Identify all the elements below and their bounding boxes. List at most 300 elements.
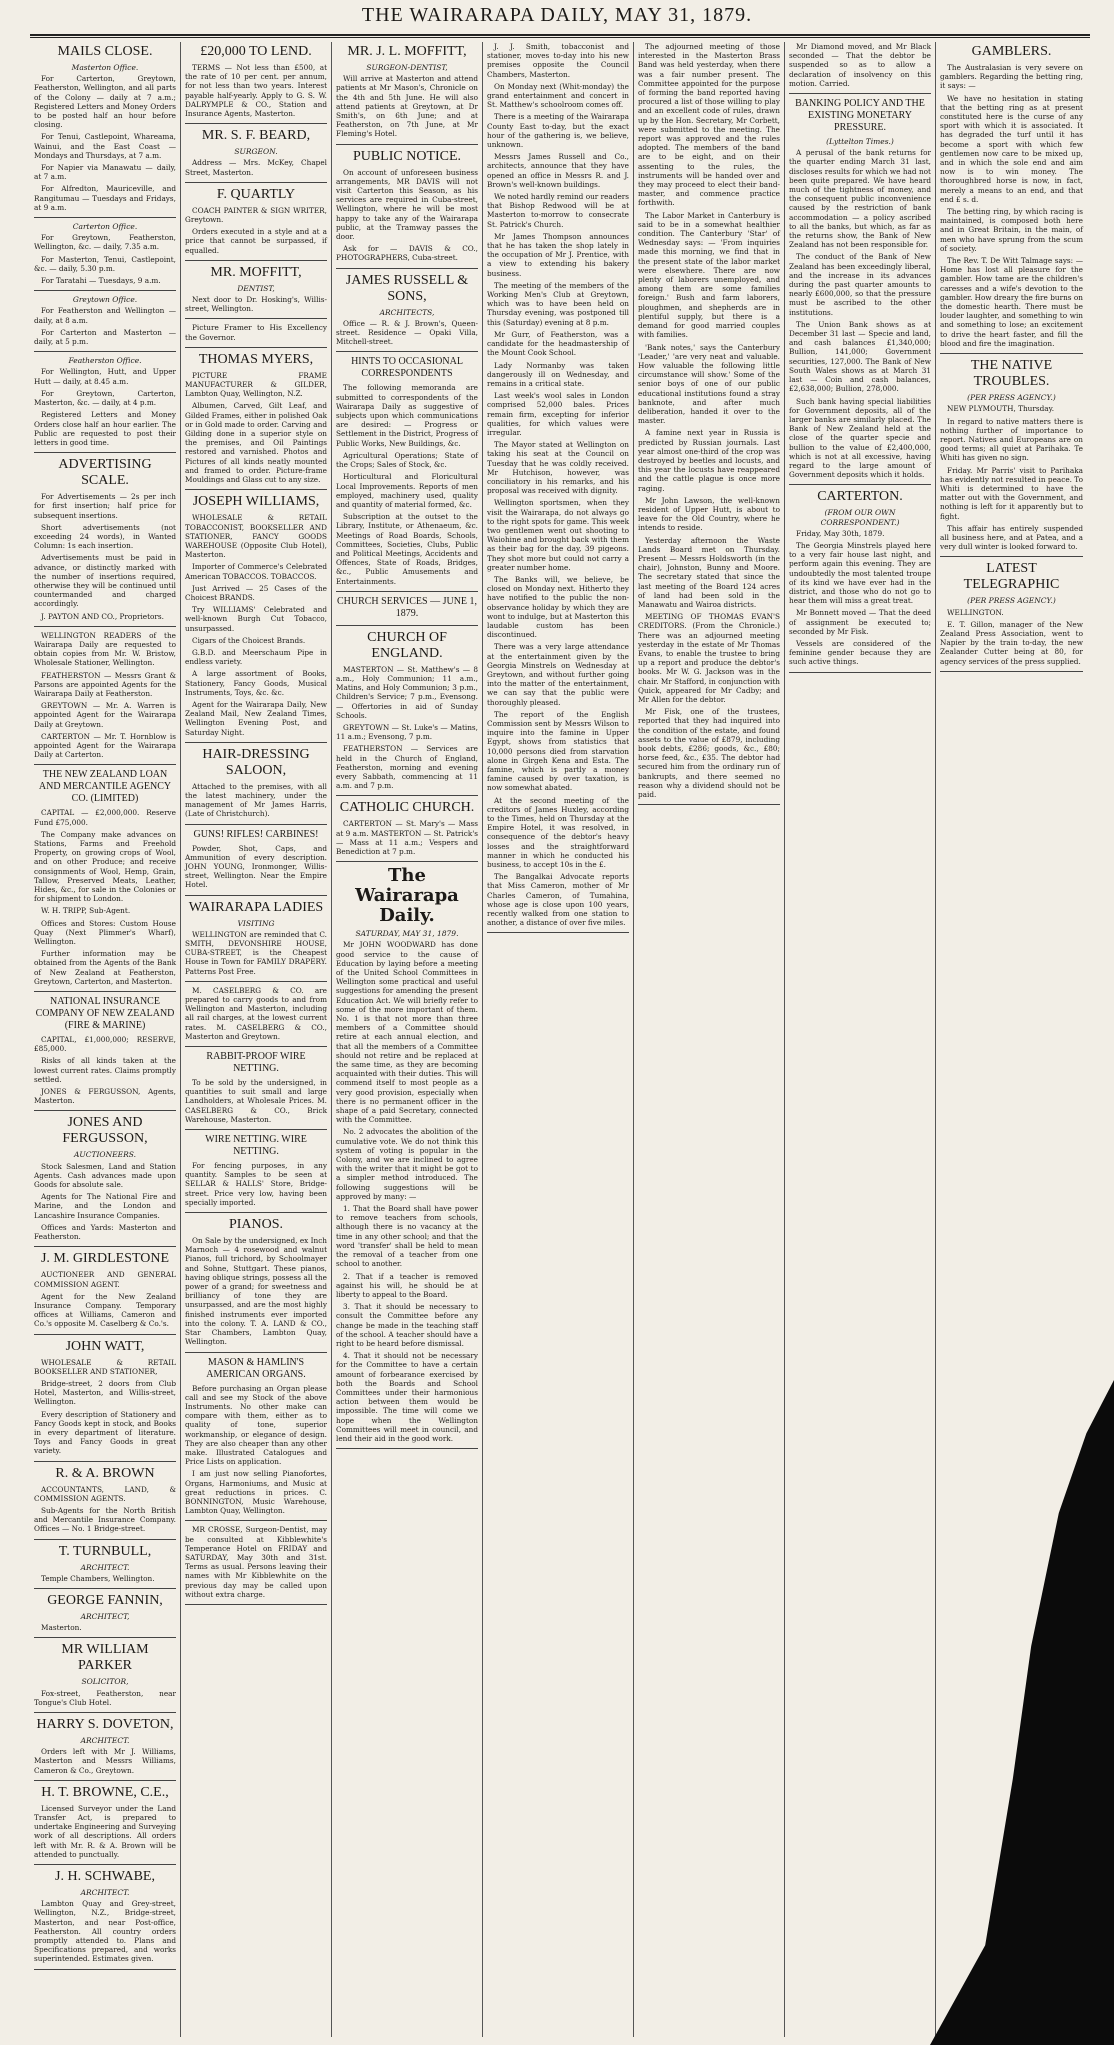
article-subheading: (PER PRESS AGENCY.) (967, 393, 1056, 403)
separator-rule (34, 1864, 176, 1865)
article-paragraph: M. CASELBERG & CO. are prepared to carry goods to and from Wellington and Masterton, including all rail charges, at the lowest current rates. M. CASELBERG & CO., Masterton and Greytown. (185, 985, 327, 1041)
article-paragraph: JONES & FERGUSSON, Agents, Masterton. (34, 1087, 176, 1106)
separator-rule (336, 268, 478, 269)
article-block (34, 1466, 176, 1534)
article-subheading: SATURDAY, MAY 31, 1879. (355, 929, 459, 939)
separator-rule (34, 1110, 176, 1111)
article-paragraph: For Carterton and Masterton — daily, at 5 p.m. (34, 327, 176, 347)
article-heading: MR. MOFFITT, (210, 264, 302, 280)
separator-rule (185, 489, 327, 490)
article-heading: THE NEW ZEALAND LOAN AND MERCANTILE AGENCY CO. (LIMITED) (38, 769, 172, 805)
article-paragraph: CARTERTON — Mr. T. Hornblow is appointed Agent for the Wairarapa Daily at Carterton. (34, 731, 176, 760)
article-block (34, 1785, 176, 1859)
article-heading: HINTS TO OCCASIONAL CORRESPONDENTS (351, 356, 463, 380)
article-heading: R. & A. BROWN (55, 1465, 155, 1481)
article-paragraph: Importer of Commerce's Celebrated American TOBACCOS. TOBACCOS. (185, 562, 327, 581)
article-paragraph: Mr Diamond moved, and Mr Black seconded — That the debtor be suspended so as to allow a declaration of insolvency on this motion. Carried. (789, 42, 931, 88)
article-heading: PUBLIC NOTICE. (352, 148, 462, 164)
article-subheading: (Lyttelton Times.) (826, 137, 894, 147)
separator-rule (34, 290, 176, 291)
article-paragraph: COACH PAINTER & SIGN WRITER, Greytown. (185, 205, 327, 225)
article-paragraph: The Mayor stated at Wellington on taking his seat at the Council on Tuesday that he was coldly received. Mr Hutchison, however, was conciliatory in his remarks, and his proposal was received with dignity. (487, 440, 629, 496)
article-paragraph: NEW PLYMOUTH, Thursday. (947, 404, 1055, 414)
article-heading: THE NATIVE TROUBLES. (970, 358, 1053, 390)
article-paragraph: E. T. Gillon, manager of the New Zealand Press Association, went to Napier by the train to-day, the new Zealander Cutter being at 80, for agency services of the press supplied. (940, 619, 1083, 666)
article-paragraph: Lady Normanby was taken dangerously ill on Wednesday, and remains in a critical state. (487, 360, 629, 388)
article-heading: ADVERTISING SCALE. (58, 457, 152, 489)
article-paragraph: In regard to native matters there is nothing further of importance to report. Natives and Europeans are on good terms; all quiet at Parihaka. Te Whiti has given no sign. (940, 416, 1083, 463)
article-paragraph: Yesterday afternoon the Waste Lands Board met on Thursday. Present — Messrs Holdsworth (in the chair), Johnston, Bunny and Moore. The secretary stated that since the last meeting of the Board 124 acres of land had been sold in the Manawatu and Wairoa districts. (638, 535, 780, 609)
separator-rule (336, 861, 478, 862)
article-subheading: DENTIST, (237, 283, 275, 293)
article-paragraph: The Australasian is very severe on gamblers. Regarding the betting ring, it says: — (940, 63, 1083, 91)
article-heading: WIRE NETTING. WIRE NETTING. (205, 1134, 307, 1158)
separator-rule (34, 1588, 176, 1589)
article-paragraph: Ask for — DAVIS & CO., PHOTOGRAPHERS, Cuba-street. (336, 244, 478, 263)
article-paragraph: J. PAYTON AND CO., Proprietors. (41, 611, 164, 621)
article-paragraph: Albumen, Carved, Gilt Leaf, and Gilded Frames, either in polished Oak or in Gold made to order. Carving and Gilding done in a superior style on the premises, and Oil Paintings restored and varnished. Photos and Pictures of all kinds neatly mounted and framed to order. Picture-frame Mouldings and Glass cut to any size. (185, 401, 327, 485)
article-paragraph: FEATHERSTON — Messrs Grant & Parsons are appointed Agents for the Wairarapa Daily at Featherston. (34, 670, 176, 698)
separator-rule (940, 671, 1083, 672)
article-paragraph: Registered Letters and Money Orders close half an hour earlier. The Public are requested to post their letters in good time. (34, 410, 176, 447)
separator-rule (34, 764, 176, 765)
article-paragraph: Will arrive at Masterton and attend patients at Mr Mason's, Chronicle on the 4th and 5th June. He will also attend patients at Greytown, at Dr Smith's, on 6th June; and at Featherston, on 7th June, at Mr Fleming's Hotel. (336, 74, 478, 139)
article-paragraph: 'Bank notes,' says the Canterbury 'Leader,' 'are very neat and valuable. How valuable the following little circumstance will show.' Some of the senior boys of one of our public educational institutions found a stray banknote, and after much deliberation, handed it over to the master. (638, 342, 780, 426)
article-paragraph: Next door to Dr. Hosking's, Willis-street, Wellington. (185, 295, 327, 314)
article-paragraph: Every description of Stationery and Fancy Goods kept in stock, and Books in every department of literature. Toys and Fancy Goods in great variety. (34, 1409, 176, 1456)
article-paragraph: Such bank having special liabilities for Government deposits, all of the larger banks are similarly placed. The Bank of New Zealand held at the close of the quarter specie and bullion to the value of £2,400,000, which is not at all excessive, having regard to the large amount of Government deposits which it holds. (789, 396, 931, 480)
article-block (34, 1869, 176, 1964)
article-paragraph: For Carterton, Greytown, Featherston, Wellington, and all parts of the Colony — daily at 7 a.m.; Registered Letters and Money Orders to be posted half an hour before closing. (34, 74, 176, 130)
separator-rule (34, 1461, 176, 1462)
article-paragraph: Mr Gurr, of Featherston, was a candidate for the headmastership of the Mount Cook School. (487, 329, 629, 358)
separator-rule (185, 1520, 327, 1521)
article-paragraph: Masterton. (41, 1623, 82, 1633)
article-paragraph: Agents for The National Fire and Marine, and the London and Lancashire Insurance Companies. (34, 1192, 176, 1220)
article-paragraph: WELLINGTON READERS of the Wairarapa Daily are requested to obtain copies from Mr. W. Bristow, Wholesale Stationer, Wellington. (34, 630, 176, 668)
article-paragraph: Just Arrived — 25 Cases of the Choicest BRANDS. (185, 583, 327, 602)
separator-rule (185, 742, 327, 743)
article-paragraph: Subscription at the outset to the Library, Institute, or Athenaeum, &c. Meetings of Road Boards, Schools, Committees, Societies, Clubs, Public and Political Meetings, Accidents and Offences, State of Roads, Bridges, &c., Public Amusements and Entertainments. (336, 512, 478, 586)
article-heading: £20,000 TO LEND. (200, 44, 312, 59)
article-block (336, 149, 478, 263)
separator-rule (638, 804, 780, 805)
separator-rule (487, 932, 629, 933)
article-paragraph: 4. That it should not be necessary for the Committee to have a certain amount of forbearance exercised by both the Boards and School Committees under their harmonious action between them would be impossible. The time will come we hope when the Wellington Committees will meet in council, and lend their aid in the good work. (336, 1351, 478, 1443)
article-paragraph: For Masterton, Tenui, Castlepoint, &c. — daily, 5.30 p.m. (34, 254, 176, 273)
article-paragraph: For Advertisements — 2s per inch for first insertion; half price for subsequent insertions. (34, 492, 176, 520)
article-block (34, 1544, 176, 1583)
article-paragraph: Agricultural Operations; State of the Crops; Sales of Stock, &c. (336, 450, 478, 470)
article-paragraph: The Rev. T. De Witt Talmage says: — Home has lost all pleasure for the gambler. How tame are the children's caresses and a wife's devotion to the gambler. How dreary the fire burns on the domestic hearth. There must be louder laughter, and something to win and something to lose; an excitement to drive the heart faster, and fill the blood and fire the imagination. (940, 256, 1083, 348)
separator-rule (185, 981, 327, 982)
article-paragraph: Lambton Quay and Grey-street, Wellington, N.Z., Bridge-street, Masterton, and near Post-office, Featherston. All country orders promptly attended to. Plans and Specifications prepared, and works superintended. Estimates given. (34, 1899, 176, 1964)
article-subheading: ARCHITECT. (80, 1735, 130, 1745)
separator-rule (34, 1637, 176, 1638)
article-paragraph: The conduct of the Bank of New Zealand has been exceedingly liberal, and the increase in its advances during the past quarter amounts to nearly £600,000, so that the pressure must be ascribed to the other institutions. (789, 252, 931, 317)
article-paragraph: Orders executed in a style and at a price that cannot be surpassed, if equalled. (185, 227, 327, 255)
article-block (185, 128, 327, 177)
article-subheading: SURGEON. (234, 147, 278, 157)
article-heading: MASON & HAMLIN'S AMERICAN ORGANS. (206, 1356, 306, 1380)
masthead: THE WAIRARAPA DAILY, MAY 31, 1879. (361, 4, 753, 26)
separator-rule (336, 625, 478, 626)
separator-rule (185, 1212, 327, 1213)
article-heading: BANKING POLICY AND THE EXISTING MONETARY PRESSURE. (795, 98, 925, 134)
article-paragraph: The Bangalkai Advocate reports that Miss Cameron, mother of Mr Charles Cameron, of Tumahina, whose age is close upon 100 years, recently walked from one station to another, a distance of over five miles. (487, 872, 629, 928)
article-paragraph: For Tenui, Castlepoint, Whareama, Wainui, and the East Coast — Mondays and Thursdays, at 7 a.m. (34, 132, 176, 160)
article-block (185, 829, 327, 890)
article-paragraph: J. J. Smith, tobacconist and stationer, moves to-day into his new premises opposite the Council Chambers, Masterton. (487, 42, 629, 79)
article-paragraph: Offices and Stores: Custom House Quay (Next Plimmer's Wharf), Wellington. (34, 918, 176, 947)
article-paragraph: Short advertisements (not exceeding 24 words), in Wanted Column: 1s each insertion. (34, 522, 176, 551)
article-paragraph: For fencing purposes, in any quantity. Samples to be seen at SELLAR & HALLS' Store, Bridge-street. Price very low, having been specially imported. (185, 1161, 327, 1207)
article-heading: THOMAS MYERS, (198, 351, 314, 367)
article-block (185, 265, 327, 314)
article-paragraph: Vessels are considered of the feminine gender because they are such active things. (789, 638, 931, 667)
article-block (185, 900, 327, 976)
article-paragraph: For Wellington, Hutt, and Upper Hutt — daily, at 8.45 a.m. (34, 367, 176, 386)
article-heading: CATHOLIC CHURCH. (339, 800, 475, 816)
article-paragraph: FEATHERSTON — Services are held in the Church of England, Featherston, morning and evening every Sabbath, commencing at 11 a.m. and 7 p.m. (336, 744, 478, 791)
article-block (940, 44, 1083, 348)
article-block (34, 457, 176, 621)
article-block (34, 356, 176, 447)
separator-rule (336, 1448, 478, 1449)
article-heading: LATEST TELEGRAPHIC (963, 561, 1060, 593)
separator-rule (34, 1969, 176, 1970)
article-block (185, 986, 327, 1041)
article-heading: The Wairarapa Daily. (355, 865, 459, 927)
article-paragraph: Wellington sportsmen, when they visit the Wairarapa, do not always go to the right spots for game. This week two gentlemen went out shooting to Waiohine and brought back with them as their bag for the day, 39 pigeons. They shot more but could not carry a greater number home. (487, 498, 629, 572)
article-subheading: ARCHITECT. (80, 1888, 130, 1898)
article-paragraph: The adjourned meeting of those interested in the Masterton Brass Band was held yesterday, when there was a fair number present. The Committee appointed for the purpose of forming the band reported having procured a list of those willing to play and an excellent code of rules, drawn up by the Hon. Secretary, Mr Corbett, were submitted to the meeting. The report was approved and the rules adopted. The members of the band are to be eight, and on their assenting to the rules, the instruments will be handed over and they may proceed to elect their band-master, and commence practice forthwith. (638, 42, 780, 208)
article-heading: CHURCH OF ENGLAND. (367, 629, 447, 661)
article-paragraph: TERMS — Not less than £500, at the rate of 10 per cent. per annum, for not less than two years. Interest payable half-yearly. Apply to G. S. W. DALRYMPLE & CO., Station and Insurance Agents, Masterton. (185, 63, 327, 119)
article-block (185, 494, 327, 736)
article-heading: JOSEPH WILLIAMS, (192, 494, 320, 510)
article-paragraph: Further information may be obtained from the Agents of the Bank of New Zealand at Featherston, Greytown, Carterton, and Masterton. (34, 949, 176, 986)
article-paragraph: Advertisements must be paid in advance, or distinctly marked with the number of insertions required, otherwise they will be continued until countermanded and charged accordingly. (34, 553, 176, 609)
article-paragraph: The Banks will, we believe, be closed on Monday next. Hitherto they have notified to the public the non-observance holiday by which they are wont to indulge, but at Masterton this laudable custom has been discontinued. (487, 574, 629, 640)
article-paragraph: W. H. TRIPP, Sub-Agent. (41, 906, 131, 916)
article-paragraph: There was a very large attendance at the entertainment given by the Georgia Minstrels on Wednesday at Greytown, and without further going into the matter of the entertainment, we can say that the public were thoroughly pleased. (487, 642, 629, 707)
article-block (336, 596, 478, 620)
separator-rule (336, 144, 478, 145)
article-paragraph: The Company make advances on Stations, Farms and Freehold Property, on growing crops of Wool, and on other Produce; and receive consignments of Wool, Hemp, Grain, Tallow, Preserved Meats, Leather, Hides, &c., for sale in the Colonies or for shipment to London. (34, 829, 176, 904)
article-paragraph: To be sold by the undersigned, in quantities to suit small and large Landholders, at Wholesale Prices. M. CASELBERG & CO., Brick Warehouse, Masterton. (185, 1078, 327, 1124)
article-heading: HARRY S. DOVETON, (36, 1716, 174, 1732)
article-heading: HAIR-DRESSING SALOON, (202, 746, 310, 778)
article-block (336, 866, 478, 1443)
article-paragraph: Powder, Shot, Caps, and Ammunition of every description. JOHN YOUNG, Ironmonger, Willis-street, Wellington. Near the Empire Hotel. (185, 843, 327, 890)
article-block (185, 1525, 327, 1599)
article-block (34, 295, 176, 346)
separator-rule (34, 626, 176, 627)
article-paragraph: Sub-Agents for the North British and Mercantile Insurance Company. Offices — No. 1 Bridge-street. (34, 1505, 176, 1534)
article-paragraph: Horticultural and Floricultural Local Improvements. Reports of men employed, machinery used, quality and quantity of material formed, &c. (336, 472, 478, 509)
article-paragraph: Mr JOHN WOODWARD has done good service to the cause of Education by laying before a meeting of the United School Committees in Wellington some practical and useful suggestions for amending the present Education Act. We will briefly refer to some of the more important of them. No. 1 is that not more than three members of a Committee should retire at each annual election, and that all the members of a Committee should not retire and be replaced at the same time, as they are becoming acquainted with their duties. This will commend itself to most people as a very good provision, especially when there is no permanent officer in the shape of a paid Secretary, connected with the Committee. (336, 940, 478, 1125)
article-paragraph: WELLINGTON. (947, 607, 1004, 617)
separator-rule (185, 318, 327, 319)
article-subheading: ARCHITECT, (80, 1611, 130, 1621)
separator-rule (185, 824, 327, 825)
article-paragraph: CAPITAL, £1,000,000; RESERVE, £85,000. (34, 1035, 176, 1054)
article-paragraph: A famine next year in Russia is predicted by Russian journals. Last year almost one-third of the crop was destroyed by beetles and locusts, and this year the locusts have reappeared and the cattle plague is once more raging. (638, 428, 780, 493)
separator-rule (34, 1246, 176, 1247)
article-block (34, 1251, 176, 1328)
article-block (34, 222, 176, 285)
article-paragraph: Office — R. & J. Brown's, Queen-street. Residence — Opaki Villa, Mitchell-street. (336, 318, 478, 347)
article-paragraph: GREYTOWN — Mr. A. Warren is appointed Agent for the Wairarapa Daily at Greytown. (34, 701, 176, 729)
article-block (34, 631, 176, 760)
article-subheading: Greytown Office. (72, 295, 138, 305)
separator-rule (185, 1046, 327, 1047)
article-paragraph: Friday, May 30th, 1879. (796, 528, 885, 538)
article-paragraph: Address — Mrs. McKey, Chapel Street, Masterton. (185, 158, 327, 177)
separator-rule (34, 1334, 176, 1335)
article-paragraph: Picture Framer to His Excellency the Governor. (185, 323, 327, 342)
separator-rule (34, 1539, 176, 1540)
article-block (940, 561, 1083, 665)
article-paragraph: Last week's wool sales in London comprised 52,000 bales. Prices remain firm, excepting for inferior qualities, for which values were irregular. (487, 391, 629, 437)
article-heading: JOHN WATT, (65, 1338, 145, 1354)
article-paragraph: G.B.D. and Meerschaum Pipe in endless variety. (185, 647, 327, 667)
article-block (336, 630, 478, 791)
article-block (336, 356, 478, 585)
separator-rule (185, 1129, 327, 1130)
article-paragraph: The Union Bank shows as at December 31 last — Specie and land, and cash balances £1,340,000; Bullion, 141,000; Government securities, 127,000. The Bank of New South Wales shows as at March 31 last — Coin and cash balances, £2,638,000; Bullion, 278,000. (789, 319, 931, 394)
article-paragraph: WHOLESALE & RETAIL BOOKSELLER AND STATIONER, (34, 1357, 176, 1376)
article-paragraph: PICTURE FRAME MANUFACTURER & GILDER, Lambton Quay, Wellington, N.Z. (185, 370, 327, 399)
article-heading: CARTERTON. (817, 489, 903, 505)
article-paragraph: The report of the English Commission sent by Messrs Wilson to inquire into the famine in Upper Egypt, shows from statistics that 10,000 persons died from starvation alone in Girgeh Kena and Esta. The famine, which is partly a money famine caused by over taxation, is now somewhat abated. (487, 709, 629, 793)
article-heading: GUNS! RIFLES! CARBINES! (193, 828, 319, 840)
separator-rule (336, 795, 478, 796)
article-heading: MR. J. L. MOFFITT, (347, 44, 467, 59)
article-paragraph: Cigars of the Choicest Brands. (192, 635, 306, 645)
article-paragraph: On Monday next (Whit-monday) the grand entertainment and concert in St. Matthew's schoolroom comes off. (487, 81, 629, 110)
article-block (789, 42, 931, 88)
separator-rule (789, 93, 931, 94)
separator-rule (34, 351, 176, 352)
article-paragraph: Mr Bonnett moved — That the deed of assignment be executed to; seconded by Mr Fisk. (789, 608, 931, 636)
article-paragraph: ACCOUNTANTS, LAND, & COMMISSION AGENTS. (34, 1484, 176, 1503)
article-block (34, 1339, 176, 1456)
article-heading: GEORGE FANNIN, (47, 1592, 163, 1608)
article-paragraph: For Greytown, Featherston, Wellington, &c. — daily, 7.35 a.m. (34, 233, 176, 252)
article-paragraph: No. 2 advocates the abolition of the cumulative vote. We do not think this system of voting is popular in the Colony, and we are inclined to agree with the writer that it might be got to a simpler method introduced. The following suggestions will be approved by many: — (336, 1127, 478, 1201)
article-block (185, 1051, 327, 1124)
article-paragraph: AUCTIONEER AND GENERAL COMMISSION AGENT. (34, 1270, 176, 1289)
article-paragraph: For Greytown, Carterton, Masterton, &c. — daily, at 4 p.m. (34, 388, 176, 408)
article-block (185, 323, 327, 341)
article-block (940, 358, 1083, 551)
separator-rule (34, 217, 176, 218)
column-5 (634, 42, 785, 2037)
article-heading: NATIONAL INSURANCE COMPANY OF NEW ZEALAND (FIRE & MARINE) (35, 996, 175, 1032)
article-paragraph: We noted hardly remind our readers that Bishop Redwood will be at Masterton to-morrow to consecrate St. Patrick's Church. (487, 192, 629, 229)
article-paragraph: 1. That the Board shall have power to remove teachers from schools, although there is no vacancy at the time in any other school; and that the word 'transfer' shall be held to mean the removal of a teacher from one school to another. (336, 1204, 478, 1269)
article-block (185, 44, 327, 118)
article-paragraph: The Labor Market in Canterbury is said to be in a somewhat healthier condition. The Canterbury 'Star' of Wednesday says: — 'From inquiries made this morning, we find that in the present state of the labor market were elsewhere. There are now plenty of laborers unemployed, and among them are some families foreign.' Bush and farm laborers, ploughmen, and shepherds are in plentiful supply, but there is a demand for good married couples with families. (638, 210, 780, 340)
article-heading: JONES AND FERGUSSON, (62, 1115, 148, 1147)
article-subheading: VISITING (237, 918, 275, 928)
article-paragraph: MR CROSSE, Surgeon-Dentist, may be consulted at Kibblewhite's Temperance Hotel on FRIDAY and SATURDAY, May 30th and 31st. Terms as usual. Persons leaving their names with Mr Kibblewhite on the previous day may be called upon without extra charge. (185, 1525, 327, 1599)
article-block (185, 352, 327, 484)
separator-rule (185, 347, 327, 348)
article-block (789, 98, 931, 479)
article-paragraph: Risks of all kinds taken at the lowest current rates. Claims promptly settled. (34, 1056, 176, 1084)
article-subheading: SOLICITOR, (81, 1677, 129, 1687)
article-subheading: AUCTIONEERS. (73, 1150, 136, 1160)
article-paragraph: I am just now selling Pianofortes, Organs, Harmoniums, and Music at great reductions in prices. C. BONNINGTON, Music Warehouse, Lambton Quay, Wellington. (185, 1469, 327, 1516)
article-paragraph: Offices and Yards: Masterton and Featherston. (34, 1222, 176, 1242)
separator-rule (940, 353, 1083, 354)
separator-rule (185, 123, 327, 124)
article-block (34, 1642, 176, 1707)
article-block (185, 747, 327, 819)
article-paragraph: This affair has entirely suspended all business here, and at Patea, and a very dull winter is looked forward to. (940, 523, 1083, 552)
article-subheading: (PER PRESS AGENCY.) (967, 596, 1056, 606)
article-paragraph: CAPITAL — £2,000,000. Reserve Fund £75,000. (34, 808, 176, 827)
article-block (185, 1357, 327, 1516)
article-heading: J. H. SCHWABE, (55, 1869, 155, 1885)
column-4 (483, 42, 634, 2037)
article-paragraph: Before purchasing an Organ please call and see my Stock of the above Instruments. No other make can compare with them, either as to quality of tone, superior workmanship, or elegance of design. They are also cheaper than any other make. Illustrated Catalogues and Price Lists on application. (185, 1383, 327, 1467)
article-paragraph: Mr James Thompson announces that he has taken the shop lately in the occupation of Mr J. Prentice, with a view to extending his bakery business. (487, 231, 629, 278)
separator-rule (185, 260, 327, 261)
article-block (185, 1217, 327, 1346)
article-block (34, 769, 176, 986)
article-heading: GAMBLERS. (971, 44, 1052, 59)
article-paragraph: The betting ring, by which racing is maintained, is composed both here and in Great Britain, in the main, of men who have sprung from the scum of society. (940, 207, 1083, 253)
article-paragraph: The meeting of the members of the Working Men's Club at Greytown, which was to have been held on Thursday evening, was postponed till this (Saturday) evening at 8 p.m. (487, 280, 629, 327)
article-block (638, 42, 780, 799)
article-block (185, 1134, 327, 1207)
article-paragraph: At the second meeting of the creditors of James Huxley, according to the Times, held on Thursday at the Empire Hotel, it was resolved, in consequence of the debtor's heavy losses and the straightforward manner in which he conducted his business, to accept 10s in the £. (487, 795, 629, 870)
article-block (34, 1717, 176, 1775)
article-heading: MR. S. F. BEARD, (201, 128, 311, 144)
article-subheading: ARCHITECT. (80, 1562, 130, 1572)
article-paragraph: There is a meeting of the Wairarapa County East to-day, but the exact hour of the gathering is, we believe, unknown. (487, 112, 629, 150)
article-heading: T. TURNBULL, (58, 1543, 152, 1559)
column-6 (785, 42, 936, 2037)
article-paragraph: CARTERTON — St. Mary's — Mass at 9 a.m. MASTERTON — St. Patrick's — Mass at 11 a.m.; Vespers and Benediction at 7 p.m. (336, 819, 478, 856)
article-heading: F. QUARTLY (216, 186, 296, 202)
article-paragraph: For Alfredton, Mauriceville, and Rangitumau — Tuesdays and Fridays, at 9 a.m. (34, 184, 176, 212)
article-block (185, 187, 327, 255)
column-3 (332, 42, 483, 2037)
article-paragraph: GREYTOWN — St. Luke's — Matins, 11 a.m.; Evensong, 7 p.m. (336, 722, 478, 742)
article-paragraph: A large assortment of Books, Stationery, Fancy Goods, Musical Instruments, Toys, &c. &c. (185, 669, 327, 697)
columns (30, 42, 1090, 2037)
article-block (487, 42, 629, 927)
separator-rule (789, 672, 931, 673)
article-paragraph: On Sale by the undersigned, ex Inch Marnoch — 4 rosewood and walnut Pianos, full trichord, by Schoolmayer and Sohne, Stuttgart. These pianos, having oblique strings, possess all the power of a grand; for sweetness and brilliancy of tone they are unsurpassed, and are the most highly finished instruments ever imported into the colony. T. A. LAND & CO., Star Chambers, Lambton Quay, Wellington. (185, 1236, 327, 1347)
article-paragraph: Mr John Lawson, the well-known resident of Upper Hutt, is about to leave for the Old Country, where he intends to reside. (638, 495, 780, 533)
article-block (336, 273, 478, 347)
article-subheading: SURGEON-DENTIST, (366, 63, 448, 72)
article-paragraph: 3. That it should be necessary to consult the Committee before any change be made in the teaching staff of the school. A teacher should have a right to be heard before dismissal. (336, 1302, 478, 1348)
article-subheading: Masterton Office. (71, 63, 139, 72)
article-paragraph: For Featherston and Wellington — daily, at 8 a.m. (34, 306, 176, 325)
article-paragraph: 2. That if a teacher is removed against his will, he should be at liberty to appeal to the Board. (336, 1271, 478, 1299)
article-paragraph: WHOLESALE & RETAIL TOBACCONIST, BOOKSELLER AND STATIONER, FANCY GOODS WAREHOUSE (Opposite Club Hotel), Masterton. (185, 513, 327, 560)
article-paragraph: Orders left with Mr J. Williams, Masterton and Messrs Williams, Cameron & Co., Greytown. (34, 1747, 176, 1775)
article-block (34, 1593, 176, 1632)
article-paragraph: Stock Salesmen, Land and Station Agents. Cash advances made upon Goods for absolute sale. (34, 1161, 176, 1190)
article-block (34, 44, 176, 212)
separator-rule (34, 991, 176, 992)
article-paragraph: Mr Fisk, one of the trustees, reported that they had inquired into the condition of the estate, and found assets to the value of £879, including book debts, £286; goods, &c., £80; horse feed, &c., £35. The debtor had secured him from the ordinary run of bankrupts, and there seemed no reason why a dividend should not be paid. (638, 707, 780, 800)
separator-rule (185, 1604, 327, 1605)
article-heading: WAIRARAPA LADIES (188, 899, 324, 915)
article-paragraph: Bridge-street, 2 doors from Club Hotel, Masterton, and Willis-street, Wellington. (34, 1378, 176, 1407)
article-heading: MR WILLIAM PARKER (61, 1642, 149, 1674)
separator-rule (789, 484, 931, 485)
article-paragraph: Friday. Mr Parris' visit to Parihaka has evidently not resulted in peace. To Whiti is determined to have the matter out with the Government, and nothing is left for it apparently but to fight. (940, 465, 1083, 521)
article-heading: MAILS CLOSE. (57, 44, 153, 59)
article-paragraph: Fox-street, Featherston, near Tongue's Club Hotel. (34, 1688, 176, 1707)
article-paragraph: WELLINGTON are reminded that C. SMITH, DEVONSHIRE HOUSE, CUBA-STREET, is the Cheapest House in Town for FAMILY DRAPERY. Patterns Post Free. (185, 929, 327, 976)
article-paragraph: The following memoranda are submitted to correspondents of the Wairarapa Daily as suggestive of subjects upon which communications are desired: — Progress or Settlement in the District, Progress of Public Works, New Buildings, &c. (336, 383, 478, 448)
article-paragraph: MEETING OF THOMAS EVAN'S CREDITORS. (From the Chronicle.) There was an adjourned meeting yesterday in the estate of Mr Thomas Evans, to enable the trustee to bring up a report and produce the debtor's books. Mr W. G. Jackson was in the chair. Mr Stafford, in conjunction with Quick, appeared for Mr Cadby; and Mr Allen for the debtor. (638, 612, 780, 705)
separator-rule (336, 351, 478, 352)
article-paragraph: A perusal of the bank returns for the quarter ending March 31 last, discloses results for which we had not been quite prepared. We have heard much of the tightness of money, and the consequent public inconvenience caused by the restriction of bank accommodation — a policy ascribed to all the banks, but which, as far as the returns show, the Bank of New Zealand has not been responsible for. (789, 148, 931, 250)
article-paragraph: Try WILLIAMS' Celebrated and well-known Burgh Cut Tobacco, unsurpassed. (185, 605, 327, 633)
masthead-rule-thin (30, 37, 1090, 38)
separator-rule (185, 895, 327, 896)
separator-rule (940, 556, 1083, 557)
column-1 (30, 42, 181, 2037)
article-paragraph: MASTERTON — St. Matthew's — 8 a.m., Holy Communion; 11 a.m., Matins, and Holy Communion; 3 p.m., Children's Service; 7 p.m., Evensong. — Offertories in aid of Sunday Schools. (336, 664, 478, 720)
article-subheading: (FROM OUR OWN CORRESPONDENT.) (820, 508, 900, 527)
separator-rule (34, 452, 176, 453)
column-2 (181, 42, 332, 2037)
article-subheading: Featherston Office. (68, 356, 142, 366)
masthead-rule (30, 34, 1090, 36)
article-heading: RABBIT-PROOF WIRE NETTING. (206, 1051, 306, 1075)
article-subheading: Carterton Office. (72, 222, 138, 232)
article-heading: PIANOS. (228, 1217, 284, 1233)
article-paragraph: We have no hesitation in stating that the betting ring as at present constituted here is the curse of any sport with which it is associated. It has degraded the turf until it has become a sport with which few gentlemen now care to be mixed up, and in which the sole end and aim now is to win money. The thoroughbred horse is now, in fact, merely a means to an end, and that end £ s. d. (940, 93, 1083, 204)
article-subheading: ARCHITECTS, (379, 307, 435, 317)
article-block (34, 1115, 176, 1241)
article-paragraph: For Napier via Manawatu — daily, at 7 a.m. (34, 163, 176, 182)
article-paragraph: Agent for the New Zealand Insurance Company. Temporary offices at Williams, Cameron and Co.'s opposite M. Caselberg & Co.'s. (34, 1291, 176, 1329)
separator-rule (185, 1352, 327, 1353)
article-paragraph: The Georgia Minstrels played here to a very fair house last night, and perform again this evening. They are undoubtedly the most talented troupe of its kind we have ever had in the district, and those who do not go to hear them will miss a great treat. (789, 540, 931, 606)
article-paragraph: Attached to the premises, with all the latest machinery, under the management of Mr James Harris, (Late of Christchurch). (185, 781, 327, 819)
separator-rule (336, 591, 478, 592)
article-block (789, 489, 931, 666)
article-block (34, 996, 176, 1105)
article-heading: CHURCH SERVICES — JUNE 1, 1879. (336, 595, 478, 619)
separator-rule (34, 1780, 176, 1781)
article-block (336, 44, 478, 139)
article-paragraph: Agent for the Wairarapa Daily, New Zealand Mail, New Zealand Times, Wellington Evening Post, and Saturday Night. (185, 699, 327, 737)
article-block (336, 800, 478, 856)
separator-rule (185, 182, 327, 183)
separator-rule (34, 1712, 176, 1713)
article-paragraph: For Taratahi — Tuesdays, 9 a.m. (41, 276, 161, 286)
article-heading: JAMES RUSSELL & SONS, (345, 272, 469, 304)
article-paragraph: Messrs James Russell and Co., architects, announce that they have opened an office in Messrs R. and J. Brown's well-known buildings. (487, 152, 629, 189)
article-heading: J. M. GIRDLESTONE (40, 1251, 170, 1267)
article-paragraph: Temple Chambers, Wellington. (41, 1573, 155, 1583)
article-heading: H. T. BROWNE, C.E., (41, 1784, 169, 1800)
